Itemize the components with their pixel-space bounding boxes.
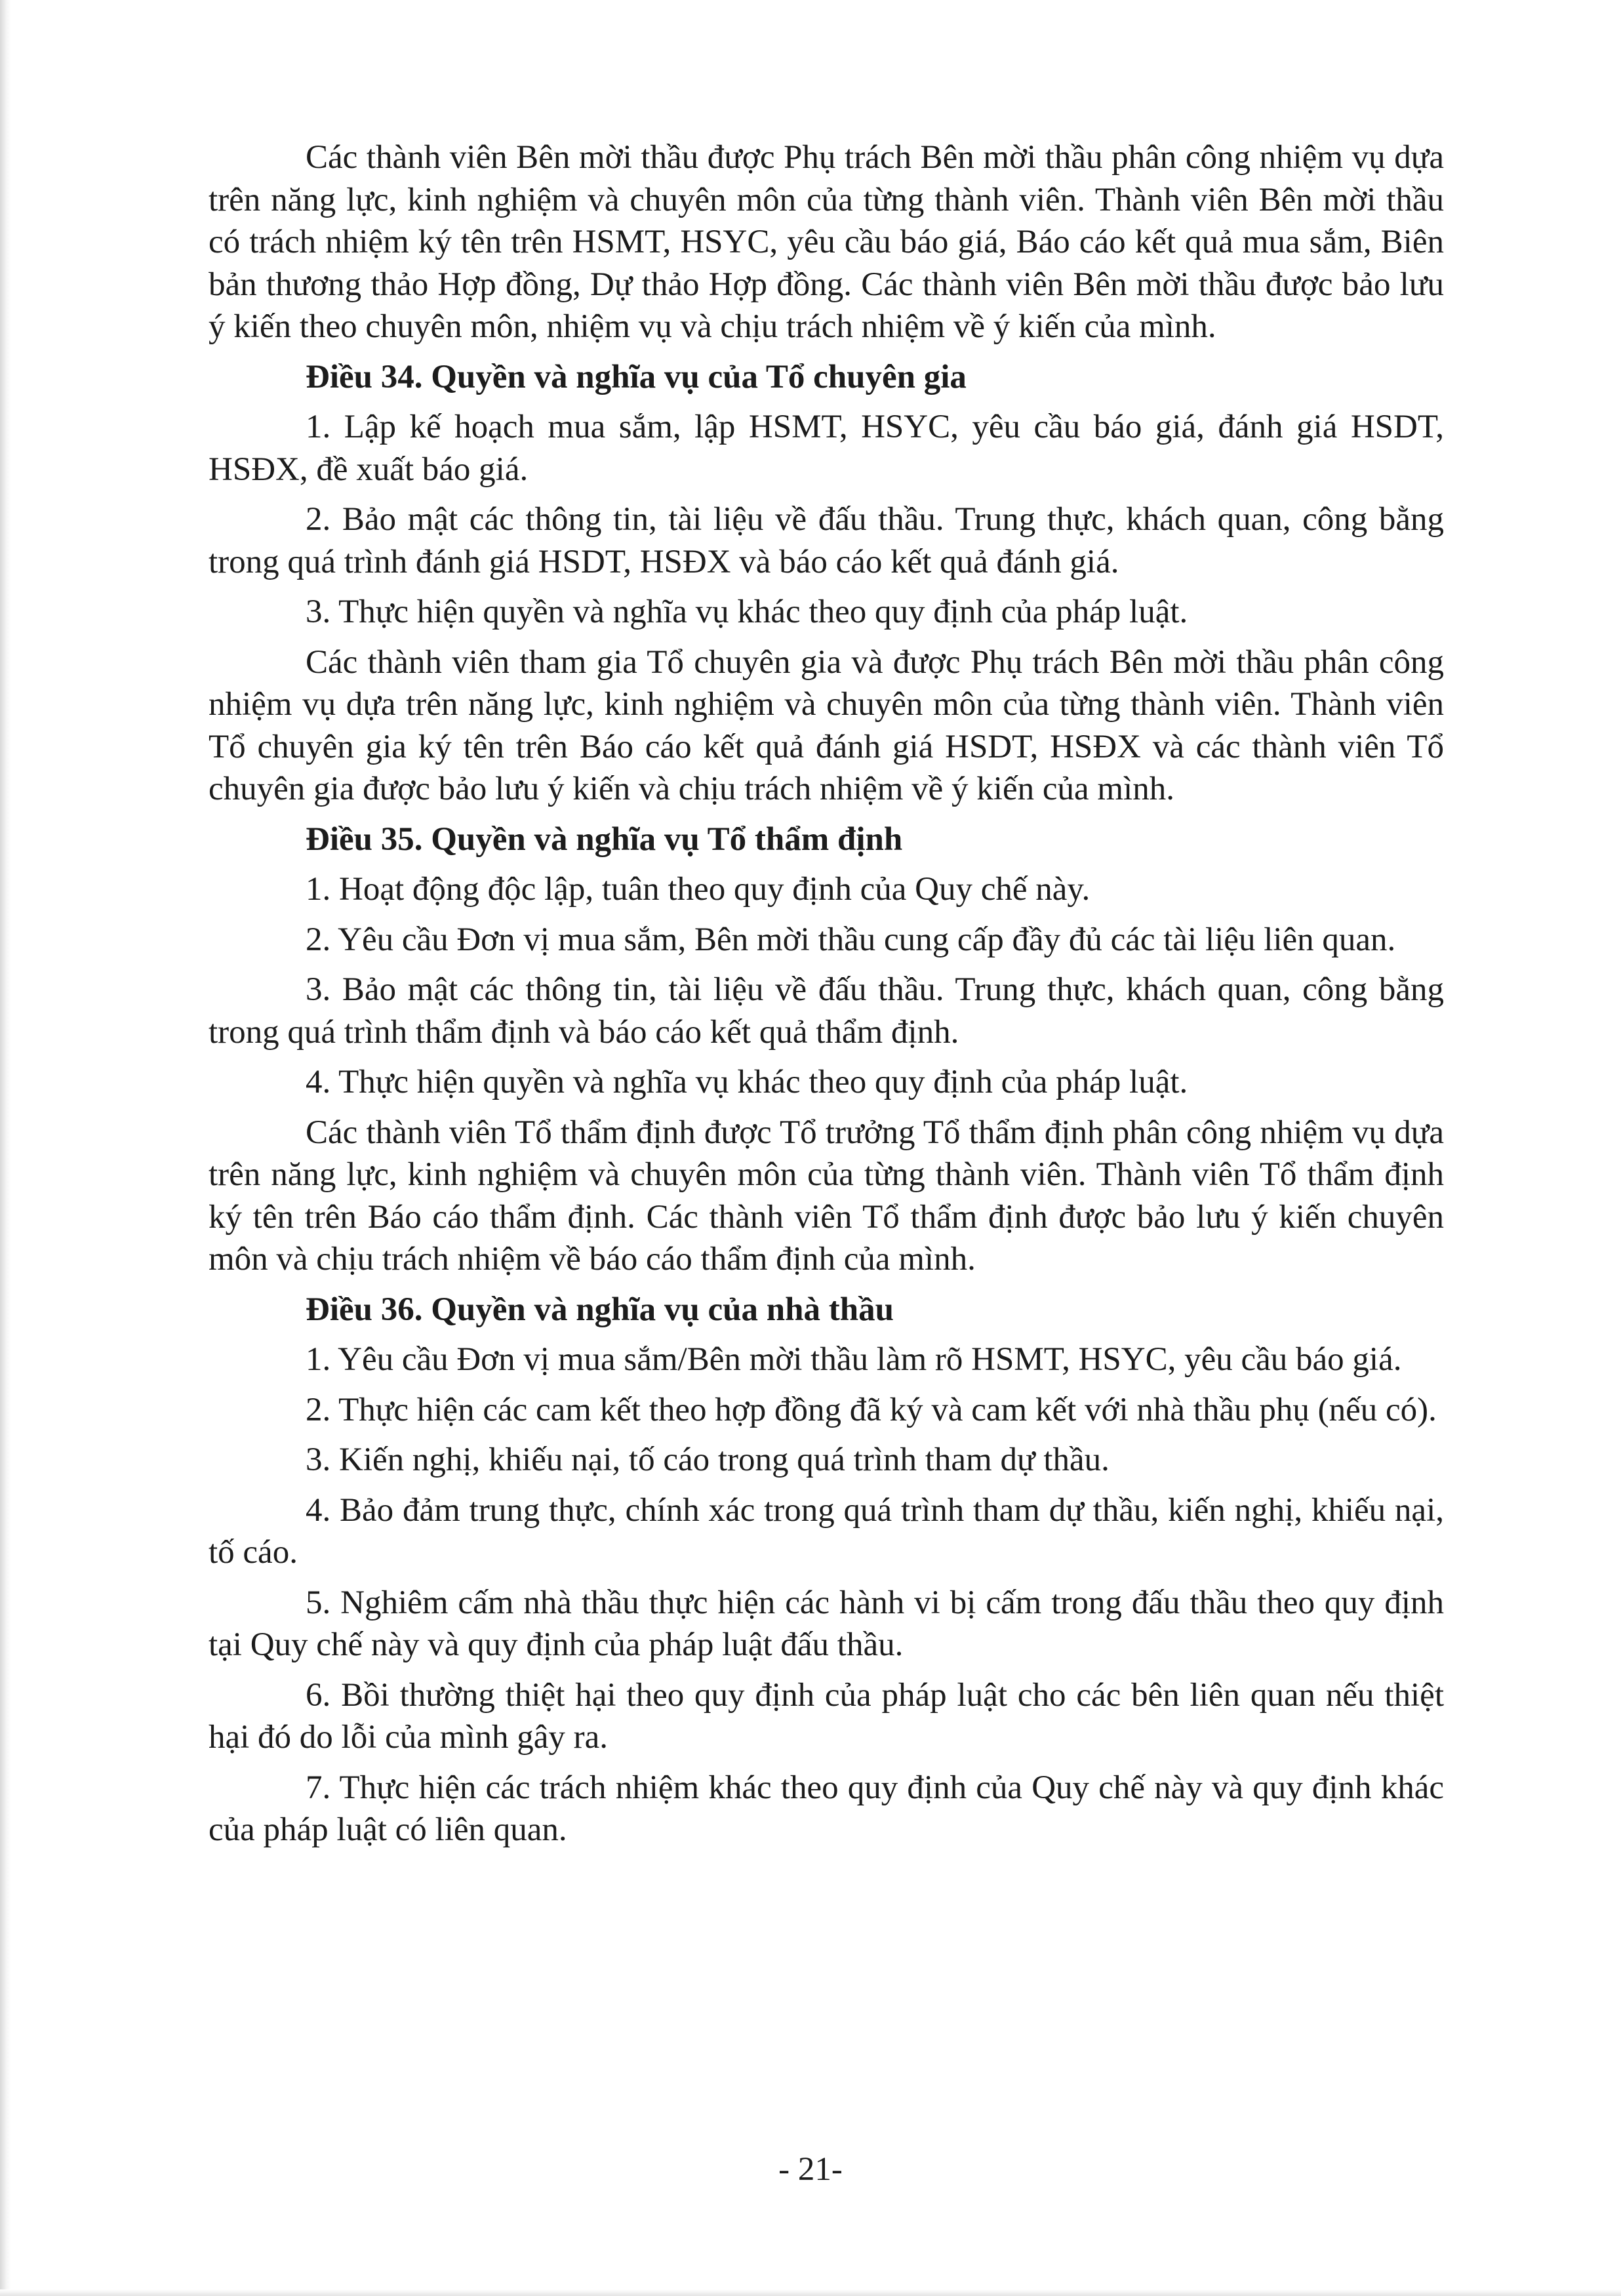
article-36-item-4: 4. Bảo đảm trung thực, chính xác trong quá trình tham dự thầu, kiến nghị, khiếu nại, tố cáo. bbox=[209, 1491, 1444, 1571]
article-35-heading: Điều 35. Quyền và nghĩa vụ Tổ thẩm định bbox=[306, 820, 903, 858]
article-36-item-5: 5. Nghiêm cấm nhà thầu thực hiện các hành vi bị cấm trong đấu thầu theo quy định tại Quy chế này và quy định của pháp luật đấu thầu. bbox=[209, 1584, 1444, 1663]
article-35-members-paragraph: Các thành viên Tổ thẩm định được Tổ trưởng Tổ thẩm định phân công nhiệm vụ dựa trên năng lực, kinh nghiệm và chuyên môn của từng thành viên. Thành viên Tổ thẩm định ký tên trên Báo cáo thẩm định. Các thành viên Tổ thẩm định được bảo lưu ý kiến chuyên môn và chịu trách nhiệm về báo cáo thẩm định của mình. bbox=[209, 1114, 1444, 1278]
paragraph-bmt-members: Các thành viên Bên mời thầu được Phụ trách Bên mời thầu phân công nhiệm vụ dựa trên năng lực, kinh nghiệm và chuyên môn của từng thành viên. Thành viên Bên mời thầu có trách nhiệm ký tên trên HSMT, HSYC, yêu cầu báo giá, Báo cáo kết quả mua sắm, Biên bản thương thảo Hợp đồng, Dự thảo Hợp đồng. Các thành viên Bên mời thầu được bảo lưu ý kiến theo chuyên môn, nhiệm vụ và chịu trách nhiệm về ý kiến của mình. bbox=[209, 139, 1444, 345]
article-34-members-paragraph: Các thành viên tham gia Tổ chuyên gia và được Phụ trách Bên mời thầu phân công nhiệm vụ dựa trên năng lực, kinh nghiệm và chuyên môn của từng thành viên. Thành viên Tổ chuyên gia ký tên trên Báo cáo kết quả đánh giá HSDT, HSĐX và các thành viên Tổ chuyên gia được bảo lưu ý kiến và chịu trách nhiệm về ý kiến của mình. bbox=[209, 643, 1444, 807]
article-35-item-2: 2. Yêu cầu Đơn vị mua sắm, Bên mời thầu cung cấp đầy đủ các tài liệu liên quan. bbox=[306, 921, 1396, 958]
article-36-item-1: 1. Yêu cầu Đơn vị mua sắm/Bên mời thầu làm rõ HSMT, HSYC, yêu cầu báo giá. bbox=[306, 1341, 1402, 1378]
scan-edge-bottom bbox=[0, 2289, 1621, 2296]
article-35-item-1: 1. Hoạt động độc lập, tuân theo quy định của Quy chế này. bbox=[306, 871, 1091, 908]
article-36-item-7: 7. Thực hiện các trách nhiệm khác theo quy định của Quy chế này và quy định khác của pháp luật có liên quan. bbox=[209, 1769, 1444, 1848]
article-35-item-4: 4. Thực hiện quyền và nghĩa vụ khác theo quy định của pháp luật. bbox=[306, 1064, 1188, 1100]
article-36-item-2: 2. Thực hiện các cam kết theo hợp đồng đã ký và cam kết với nhà thầu phụ (nếu có). bbox=[306, 1391, 1437, 1428]
page-number: - 21- bbox=[778, 2151, 843, 2188]
article-36-item-6: 6. Bồi thường thiệt hại theo quy định của pháp luật cho các bên liên quan nếu thiệt hại đó do lỗi của mình gây ra. bbox=[209, 1676, 1444, 1756]
article-34-item-1: 1. Lập kế hoạch mua sắm, lập HSMT, HSYC, yêu cầu báo giá, đánh giá HSDT, HSĐX, đề xuất báo giá. bbox=[209, 409, 1444, 488]
article-34-item-3: 3. Thực hiện quyền và nghĩa vụ khác theo quy định của pháp luật. bbox=[306, 594, 1188, 630]
article-35-item-3: 3. Bảo mật các thông tin, tài liệu về đấu thầu. Trung thực, khách quan, công bằng trong quá trình thẩm định và báo cáo kết quả thẩm định. bbox=[209, 971, 1444, 1051]
article-34-heading: Điều 34. Quyền và nghĩa vụ của Tổ chuyên gia bbox=[306, 358, 967, 395]
scan-edge-shadow bbox=[0, 0, 10, 2296]
article-36-item-3: 3. Kiến nghị, khiếu nại, tố cáo trong quá trình tham dự thầu. bbox=[306, 1441, 1110, 1478]
document-page bbox=[209, 136, 1444, 1851]
article-36-heading: Điều 36. Quyền và nghĩa vụ của nhà thầu bbox=[306, 1291, 894, 1328]
article-34-item-2: 2. Bảo mật các thông tin, tài liệu về đấu thầu. Trung thực, khách quan, công bằng trong quá trình đánh giá HSDT, HSĐX và báo cáo kết quả đánh giá. bbox=[209, 501, 1444, 580]
